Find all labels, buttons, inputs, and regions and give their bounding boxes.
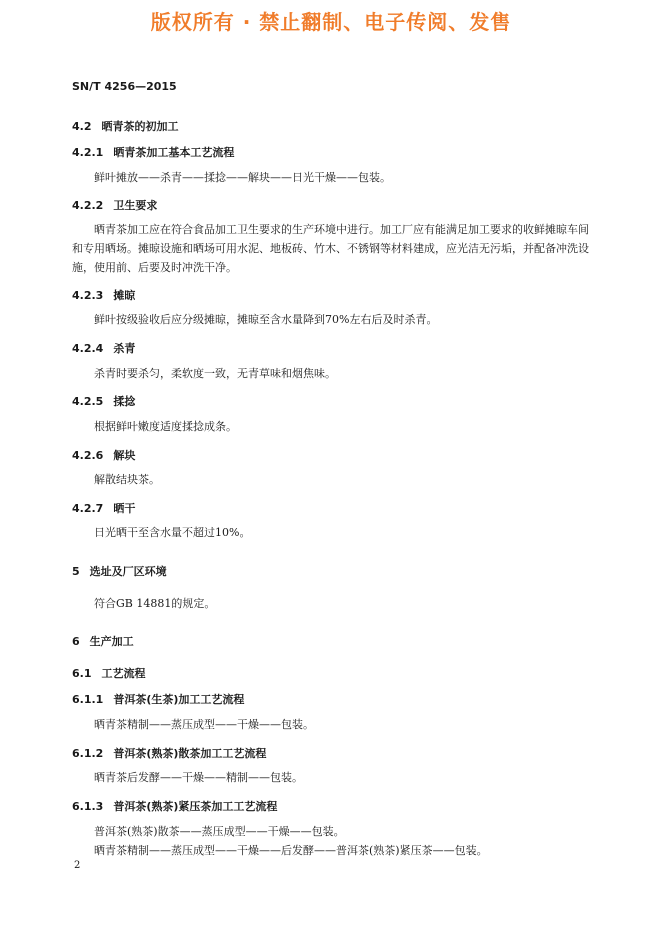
section-heading-6-1: [72, 665, 146, 681]
paragraph: 晒青茶后发酵——干燥——精制——包装。: [94, 771, 303, 784]
paragraph: 根据鲜叶嫩度适度揉捻成条。: [94, 420, 237, 433]
section-heading-4-2-6: [72, 447, 135, 463]
section-title: 杀青: [113, 342, 136, 355]
section-number: 5: [72, 565, 80, 578]
section-number: 4.2.2: [72, 199, 104, 212]
paragraph: 解散结块茶。: [94, 473, 160, 486]
section-heading-4-2-2: [72, 197, 157, 213]
section-number: 6.1.2: [72, 747, 104, 760]
section-heading-4-2-1: [72, 144, 234, 160]
section-number: 6.1: [72, 667, 92, 680]
section-heading-4-2-7: [72, 500, 135, 516]
section-number: 4.2.1: [72, 146, 104, 159]
paragraph: 晒青茶加工应在符合食品加工卫生要求的生产环境中进行。加工厂应有能满足加工要求的收鲜摊晾车间和专用晒场。摊晾设施和晒场可用水泥、地板砖、竹木、不锈钢等材料建成，应光洁无污垢，并配备冲洗设施，使用前、后要及时冲洗干净。: [72, 223, 589, 274]
paragraph: 晒青茶精制——蒸压成型——干燥——包装。: [94, 718, 314, 731]
paragraph: 杀青时要杀匀，柔软度一致，无青草味和烟焦味。: [94, 367, 336, 380]
paragraph: 晒青茶精制——蒸压成型——干燥——后发酵——普洱茶(熟茶)紧压茶——包装。: [94, 844, 488, 857]
section-title: 摊晾: [113, 289, 136, 302]
section-heading-6: [72, 633, 134, 649]
section-heading-4-2-5: [72, 393, 135, 409]
section-number: 6.1.3: [72, 800, 104, 813]
section-number: 4.2.5: [72, 395, 104, 408]
paragraph: 日光晒干至含水量不超过10%。: [94, 526, 251, 539]
section-heading-5: [72, 563, 167, 579]
section-heading-4-2: [72, 118, 179, 134]
paragraph: 符合GB 14881的规定。: [94, 597, 216, 610]
section-heading-4-2-3: [72, 287, 135, 303]
section-heading-6-1-1: [72, 691, 244, 707]
section-number: 6: [72, 635, 80, 648]
section-heading-4-2-4: [72, 340, 135, 356]
section-title: 普洱茶(生茶)加工工艺流程: [113, 693, 245, 706]
section-title: 解块: [113, 449, 136, 462]
standard-code: SN/T 4256—2015: [72, 80, 177, 93]
paragraph: 鲜叶按级验收后应分级摊晾，摊晾至含水量降到70%左右后及时杀青。: [94, 313, 438, 326]
paragraph: 普洱茶(熟茶)散茶——蒸压成型——干燥——包装。: [94, 825, 345, 838]
section-title: 晒青茶加工基本工艺流程: [113, 146, 235, 159]
section-number: 4.2.4: [72, 342, 104, 355]
section-title: 选址及厂区环境: [89, 565, 167, 578]
section-number: 4.2: [72, 120, 92, 133]
section-title: 卫生要求: [113, 199, 158, 212]
paragraph: 鲜叶摊放——杀青——揉捻——解块——日光干燥——包装。: [94, 171, 391, 184]
section-number: 4.2.6: [72, 449, 104, 462]
page-number: 2: [74, 860, 81, 871]
section-heading-6-1-2: [72, 745, 266, 761]
copyright-watermark: 版权所有 · 禁止翻制、电子传阅、发售: [150, 10, 512, 34]
section-title: 普洱茶(熟茶)散茶加工工艺流程: [113, 747, 267, 760]
section-title: 普洱茶(熟茶)紧压茶加工工艺流程: [113, 800, 278, 813]
section-heading-6-1-3: [72, 798, 277, 814]
section-title: 晒青茶的初加工: [101, 120, 179, 133]
section-number: 6.1.1: [72, 693, 104, 706]
section-title: 生产加工: [89, 635, 134, 648]
section-title: 晒干: [113, 502, 136, 515]
section-number: 4.2.7: [72, 502, 104, 515]
section-number: 4.2.3: [72, 289, 104, 302]
section-title: 揉捻: [113, 395, 136, 408]
section-title: 工艺流程: [101, 667, 146, 680]
